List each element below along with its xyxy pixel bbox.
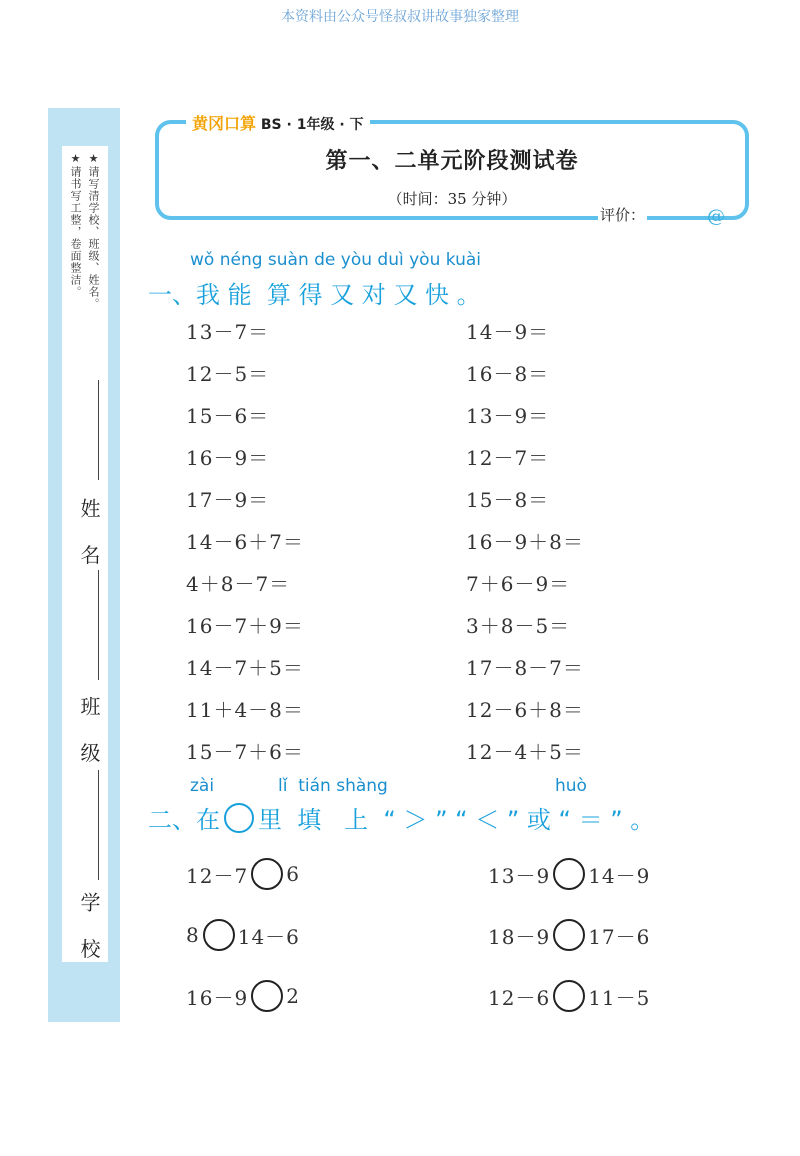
problem-right-11[interactable]: 12－4＋5＝: [466, 740, 584, 764]
page-title: 第一、二单元阶段测试卷: [325, 148, 579, 174]
section2-pinyin-zai: zài: [190, 776, 215, 796]
problem-left-1[interactable]: 13－7＝: [186, 320, 270, 344]
section1-pinyin: wǒ néng suàn de yòu duì yòu kuài: [190, 250, 482, 270]
problem-left-11[interactable]: 15－7＋6＝: [186, 740, 304, 764]
comparison-left: 12－6: [488, 985, 551, 1010]
section2-title-a: 二、在: [148, 806, 220, 834]
comparison-right: 14－9: [588, 863, 651, 888]
comparison-left: 12－7: [186, 863, 249, 888]
answer-circle[interactable]: [203, 919, 235, 951]
time-limit: （时间：35 分钟）: [387, 190, 517, 208]
class-label: 班 级: [77, 696, 101, 773]
problem-right-5[interactable]: 15－8＝: [466, 488, 550, 512]
answer-circle[interactable]: [251, 858, 283, 890]
school-label: 学 校: [77, 892, 101, 969]
instructions: [64, 152, 104, 352]
comparison-right: 11－5: [588, 985, 651, 1010]
comparison-right: 6: [286, 862, 300, 886]
comparison-right: 17－6: [588, 924, 651, 949]
problem-right-8[interactable]: 3＋8－5＝: [466, 614, 571, 638]
comparison-6: [488, 980, 650, 1012]
rating-label: 评价：: [600, 206, 646, 224]
comparison-5: [186, 980, 300, 1012]
answer-circle[interactable]: [553, 858, 585, 890]
comparison-left: 13－9: [488, 863, 551, 888]
comparison-4: [488, 919, 650, 951]
comparison-left: 8: [186, 923, 200, 947]
problem-right-9[interactable]: 17－8－7＝: [466, 656, 584, 680]
problem-left-4[interactable]: 16－9＝: [186, 446, 270, 470]
problem-right-4[interactable]: 12－7＝: [466, 446, 550, 470]
problem-right-6[interactable]: 16－9＋8＝: [466, 530, 584, 554]
comparison-3: [186, 919, 300, 951]
problem-left-7[interactable]: 4＋8－7＝: [186, 572, 291, 596]
edition: BS · 1年级 · 下: [260, 117, 364, 133]
problem-right-10[interactable]: 12－6＋8＝: [466, 698, 584, 722]
problem-right-7[interactable]: 7＋6－9＝: [466, 572, 571, 596]
comparison-right: 2: [286, 984, 300, 1008]
comparison-right: 14－6: [237, 924, 300, 949]
class-fill-line[interactable]: [98, 570, 99, 680]
brand: [186, 111, 370, 134]
circle-icon: [224, 803, 254, 833]
problem-right-1[interactable]: 14－9＝: [466, 320, 550, 344]
instruction-2: ★请书写工整，卷面整洁。: [69, 152, 82, 298]
snail-icon: @: [707, 206, 725, 227]
answer-circle[interactable]: [553, 919, 585, 951]
section2-pinyin-huo: huò: [555, 776, 587, 796]
problem-left-9[interactable]: 14－7＋5＝: [186, 656, 304, 680]
problem-left-5[interactable]: 17－9＝: [186, 488, 270, 512]
school-fill-line[interactable]: [98, 770, 99, 880]
problem-left-3[interactable]: 15－6＝: [186, 404, 270, 428]
problem-left-6[interactable]: 14－6＋7＝: [186, 530, 304, 554]
comparison-left: 18－9: [488, 924, 551, 949]
name-fill-line[interactable]: [98, 380, 99, 480]
section2-title: [148, 800, 654, 835]
section2-pinyin-li: lǐ tián shàng: [278, 776, 388, 796]
name-label: 姓 名: [77, 498, 101, 575]
answer-circle[interactable]: [553, 980, 585, 1012]
comparison-left: 16－9: [186, 985, 249, 1010]
watermark: 本资料由公众号怪叔叔讲故事独家整理: [281, 9, 519, 25]
answer-circle[interactable]: [251, 980, 283, 1012]
problem-left-8[interactable]: 16－7＋9＝: [186, 614, 304, 638]
problem-left-2[interactable]: 12－5＝: [186, 362, 270, 386]
comparison-1: [186, 858, 300, 890]
instruction-1: ★请写清学校、班级、姓名。: [87, 152, 100, 310]
problem-right-3[interactable]: 13－9＝: [466, 404, 550, 428]
section2-title-b: 里 填 上 “ ＞ ” “ ＜ ” 或 “ ＝ ” 。: [258, 806, 655, 834]
problem-right-2[interactable]: 16－8＝: [466, 362, 550, 386]
problem-left-10[interactable]: 11＋4－8＝: [186, 698, 304, 722]
comparison-2: [488, 858, 650, 890]
brand-logo: 黄冈口算: [192, 114, 257, 133]
section1-title: 一、我 能 算 得 又 对 又 快 。: [148, 281, 481, 309]
